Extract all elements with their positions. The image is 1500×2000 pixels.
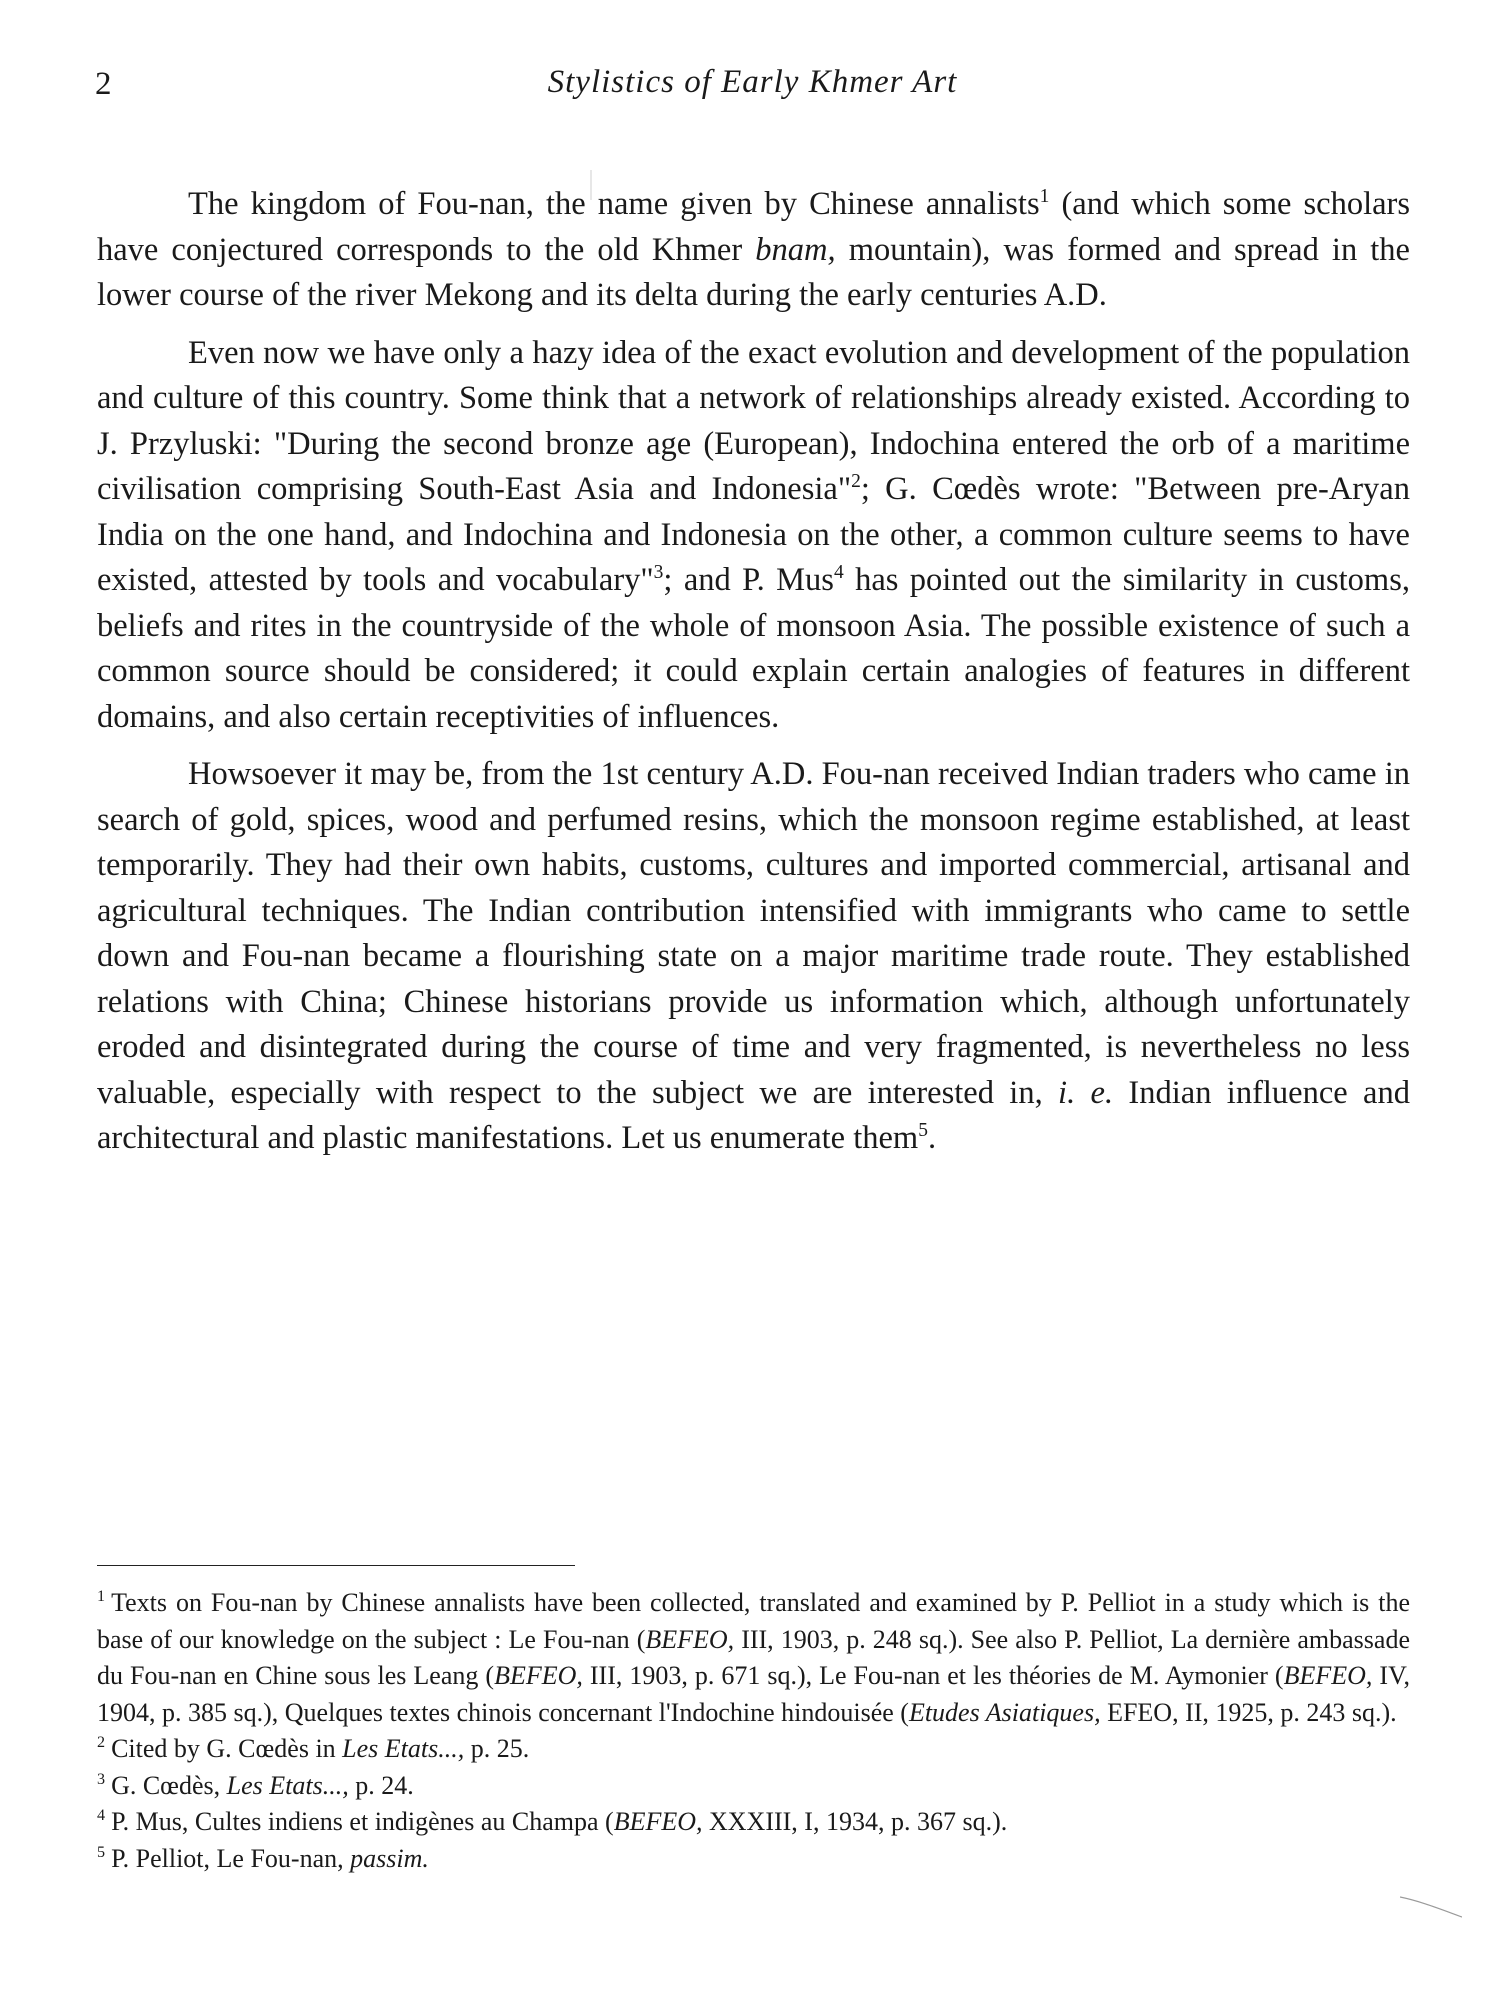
- footnote-1-text-2: III, 1903, p. 248 sq.). See also P. Pelliot, La dernière ambassade du Fou-nan en Chine sous les Leang (: [97, 1624, 1410, 1690]
- p3-text-a: Howsoever it may be, from the 1st century A.D. Fou-nan received Indian traders who came in search of gold, spices, wood and perfumed resins, which the monsoon regime established, at least temporarily. They had their own habits, customs, cultures and imported commercial, artisanal and agricultural techniques. The Indian contribution intensified with immigrants who came to settle down and Fou-nan became a flourishing state on a major maritime trade route. They established relations with China; Chinese historians provide us information which, although unfortunately eroded and disintegrated during the course of time and very fragmented, is nevertheless no less valuable, especially with respect to the subject we are interested in,: [97, 756, 1410, 1111]
- p1-text-c: mountain), was formed and spread in the lower course of the river Mekong and its delta during the early centuries A.D.: [97, 231, 1410, 313]
- footnote-4-text-1: P. Mus, Cultes indiens et indigènes au Champa (: [111, 1807, 614, 1836]
- footnote-ref-2: 2: [851, 471, 861, 493]
- p1-term-bnam: bnam,: [755, 231, 836, 268]
- footnote-5-text-1: P. Pelliot, Le Fou-nan,: [111, 1843, 351, 1873]
- body-text: [97, 182, 1410, 1162]
- footnote-2-text-1: Cited by G. Cœdès in: [111, 1734, 343, 1763]
- footnote-1-text-4: IV, 1904, p. 385 sq.), Quelques textes chinois concernant l'Indochine hindouisée (: [97, 1661, 1410, 1727]
- footnote-ref-3: 3: [653, 562, 664, 584]
- footnote-1-text-3: III, 1903, p. 671 sq.), Le Fou-nan et les théories de M. Aymonier (: [582, 1661, 1284, 1690]
- footnote-2-number: 2: [97, 1734, 106, 1752]
- p2-text-c: ; and P. Mus: [663, 562, 834, 598]
- page-header: [95, 60, 1410, 110]
- p3-text-c: .: [927, 1120, 937, 1156]
- footnote-5: [97, 1841, 1410, 1878]
- footnote-1-text-1: Texts on Fou-nan by Chinese annalists have been collected, translated and examined by P. Pelliot in a study which is the base of our knowledge on the subject : Le Fou-nan (: [97, 1588, 1410, 1654]
- footnote-4-text-2: XXXIII, I, 1934, p. 367 sq.).: [702, 1807, 1008, 1836]
- p3-text-b: Indian influence and architectural and plastic manifestations. Let us enumerate them: [97, 1074, 1410, 1156]
- footnote-4-number: 4: [97, 1807, 106, 1825]
- footnote-ref-1: 1: [1039, 186, 1050, 208]
- footnote-1-italic-2: BEFEO,: [494, 1661, 583, 1690]
- footnotes: [97, 1585, 1410, 1877]
- paragraph-2: [97, 331, 1410, 741]
- footnote-1-number: 1: [97, 1588, 106, 1606]
- page-number: 2: [95, 66, 112, 102]
- footnote-ref-4: 4: [833, 562, 844, 584]
- running-title: Stylistics of Early Khmer Art: [547, 64, 958, 100]
- footnote-1: [97, 1585, 1410, 1731]
- footnote-ref-5: 5: [918, 1120, 928, 1142]
- footnote-4-italic-1: BEFEO,: [613, 1807, 703, 1836]
- p3-ie: i. e.: [1058, 1074, 1114, 1111]
- footnote-1-italic-4: Etudes Asiatiques,: [908, 1697, 1101, 1727]
- p2-text-a: Even now we have only a hazy idea of the exact evolution and development of the population and culture of this country. Some think that a network of relationships already existed. According to J. Przyluski: "During the second bronze age (European), Indochina entered the orb of a maritime civilisation comprising South-East Asia and Indonesia": [97, 334, 1410, 507]
- footnote-5-italic-1: passim.: [350, 1843, 429, 1873]
- p2-text-d: has pointed out the similarity in customs, beliefs and rites in the countryside of the whole of monsoon Asia. The possible existence of such a common source should be considered; it could explain certain analogies of features in different domains, and also certain receptivities of influences.: [97, 562, 1410, 735]
- paragraph-3: [97, 752, 1410, 1162]
- footnote-3: [97, 1768, 1410, 1805]
- p1-text-b: (and which some scholars have conjectured corresponds to the old Khmer: [97, 186, 1410, 268]
- footnote-2-italic-1: Les Etats...,: [342, 1734, 465, 1763]
- footnote-1-italic-3: BEFEO,: [1283, 1661, 1373, 1690]
- footnote-separator: [97, 1565, 575, 1566]
- footnote-3-text-1: G. Cœdès,: [111, 1770, 227, 1800]
- p1-text-a: The kingdom of Fou-nan, the name given by Chinese annalists: [188, 186, 1040, 222]
- footnote-1-italic-1: BEFEO,: [645, 1624, 735, 1654]
- footnote-5-number: 5: [97, 1843, 106, 1861]
- scan-stray-mark: [1400, 1895, 1462, 1919]
- footnote-3-number: 3: [97, 1770, 106, 1788]
- footnote-2: [97, 1731, 1410, 1768]
- footnote-3-italic-1: Les Etats...,: [226, 1770, 349, 1800]
- p2-text-b: ; G. Cœdès wrote: "Between pre-Aryan India on the one hand, and Indochina and Indonesia on the other, a common culture seems to have existed, attested by tools and vocabulary": [97, 471, 1410, 598]
- footnote-3-text-2: p. 24.: [348, 1770, 414, 1800]
- footnote-2-text-2: p. 25.: [464, 1734, 530, 1763]
- footnote-1-text-5: EFEO, II, 1925, p. 243 sq.).: [1100, 1697, 1397, 1727]
- paragraph-1: [97, 182, 1410, 319]
- footnote-4: [97, 1804, 1410, 1841]
